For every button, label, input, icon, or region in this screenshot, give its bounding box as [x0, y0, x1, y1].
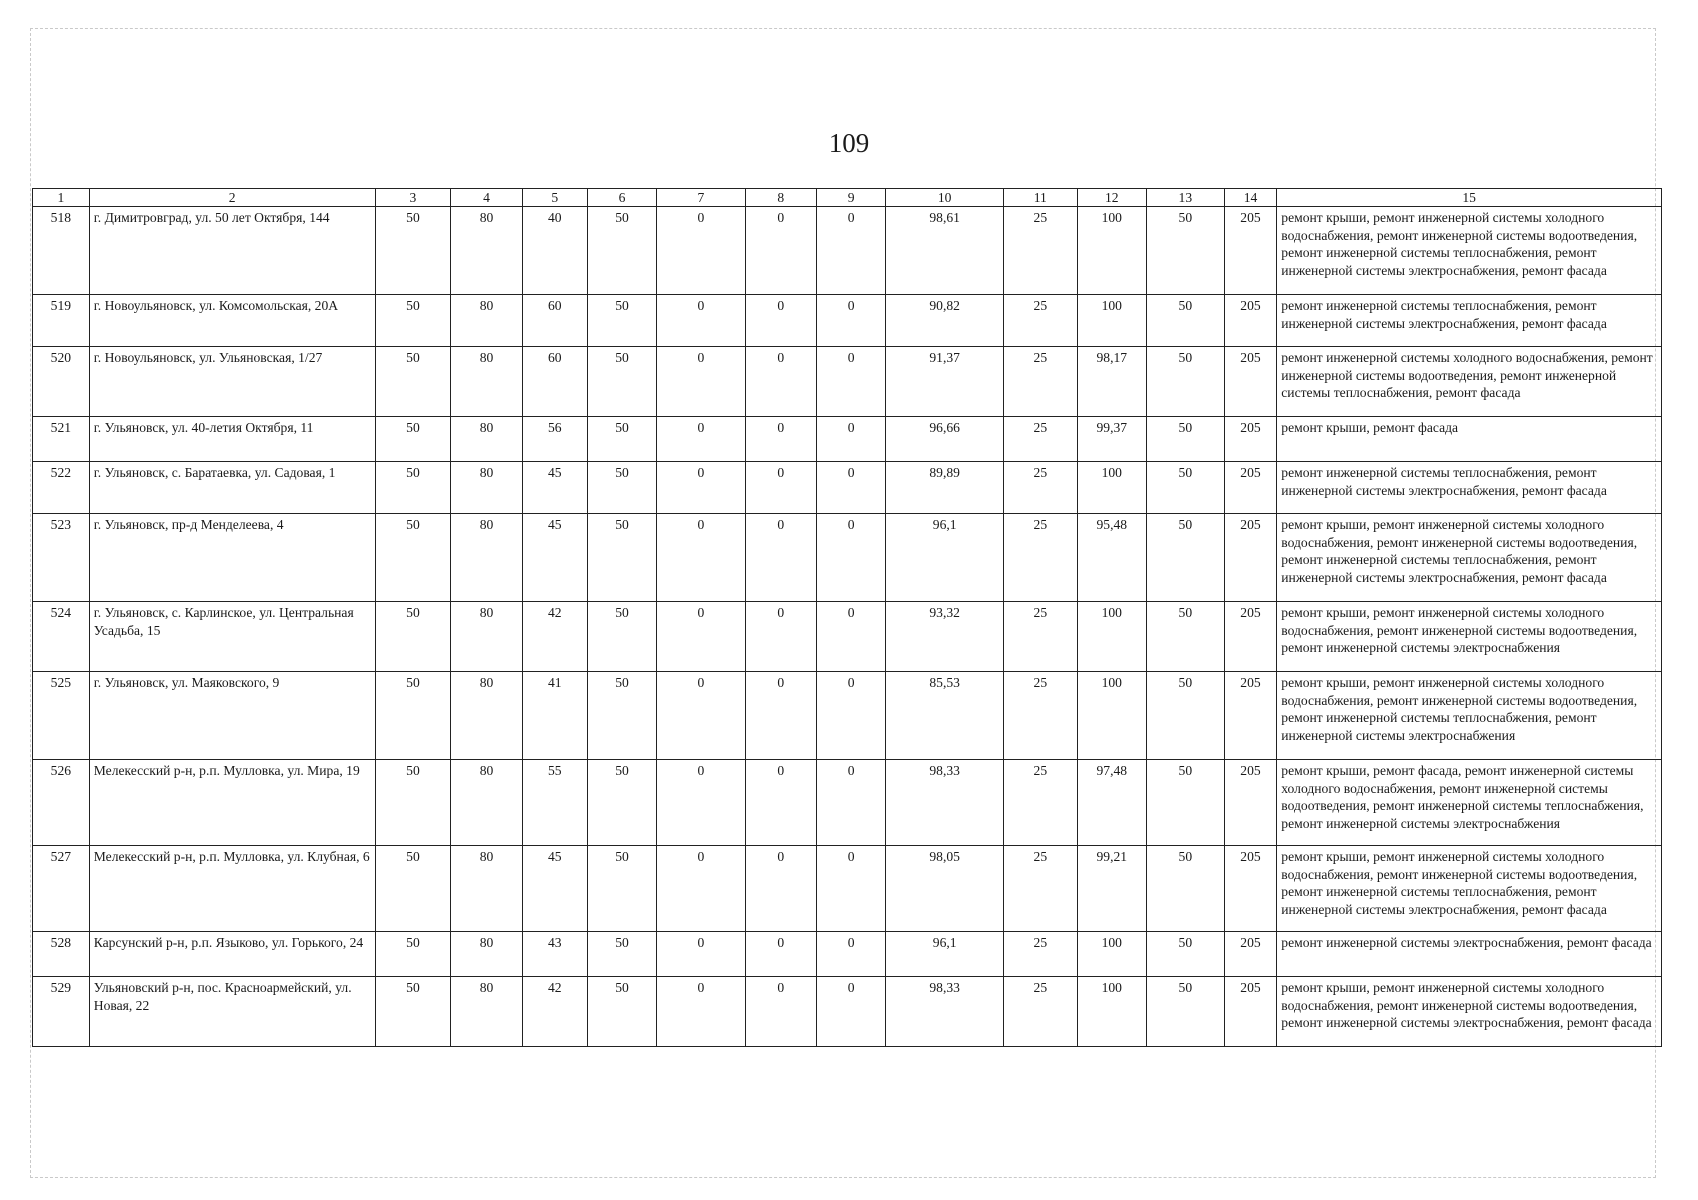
- value-cell-c5: 60: [522, 295, 587, 347]
- value-cell-c12: 99,37: [1077, 417, 1146, 462]
- works-cell: ремонт крыши, ремонт инженерной системы холодного водоснабжения, ремонт инженерной системы водоотведения, ремонт инженерной системы теплоснабжения, ремонт инженерной системы электроснабжения: [1277, 672, 1662, 760]
- works-cell: ремонт инженерной системы теплоснабжения, ремонт инженерной системы электроснабжения, ремонт фасада: [1277, 295, 1662, 347]
- value-cell-c6: 50: [587, 932, 656, 977]
- value-cell-c3: 50: [375, 207, 451, 295]
- value-cell-c7: 0: [657, 760, 745, 846]
- value-cell-c12: 95,48: [1077, 514, 1146, 602]
- value-cell-c13: 50: [1146, 602, 1224, 672]
- value-cell-c9: 0: [816, 932, 885, 977]
- address-cell: г. Ульяновск, ул. 40-летия Октября, 11: [89, 417, 375, 462]
- value-cell-c12: 98,17: [1077, 347, 1146, 417]
- value-cell-c12: 100: [1077, 672, 1146, 760]
- address-cell: Мелекесский р-н, р.п. Мулловка, ул. Клубная, 6: [89, 846, 375, 932]
- value-cell-c9: 0: [816, 846, 885, 932]
- value-cell-c4: 80: [451, 514, 522, 602]
- table-row: [33, 207, 1662, 295]
- value-cell-c5: 55: [522, 760, 587, 846]
- table-row: [33, 977, 1662, 1047]
- value-cell-c6: 50: [587, 977, 656, 1047]
- address-cell: г. Новоульяновск, ул. Комсомольская, 20А: [89, 295, 375, 347]
- value-cell-c14: 205: [1224, 514, 1277, 602]
- works-cell: ремонт крыши, ремонт инженерной системы холодного водоснабжения, ремонт инженерной системы водоотведения, ремонт инженерной системы теплоснабжения, ремонт инженерной системы электроснабжения, ремонт фасада: [1277, 207, 1662, 295]
- column-header-15: 15: [1277, 189, 1662, 207]
- value-cell-c8: 0: [745, 347, 816, 417]
- column-header-3: 3: [375, 189, 451, 207]
- value-cell-c8: 0: [745, 846, 816, 932]
- value-cell-c14: 205: [1224, 462, 1277, 514]
- value-cell-c12: 100: [1077, 977, 1146, 1047]
- value-cell-c13: 50: [1146, 347, 1224, 417]
- works-cell: ремонт крыши, ремонт инженерной системы холодного водоснабжения, ремонт инженерной системы водоотведения, ремонт инженерной системы электроснабжения, ремонт фасада: [1277, 977, 1662, 1047]
- value-cell-c3: 50: [375, 514, 451, 602]
- value-cell-c10: 98,61: [886, 207, 1004, 295]
- value-cell-c14: 205: [1224, 207, 1277, 295]
- works-cell: ремонт инженерной системы теплоснабжения, ремонт инженерной системы электроснабжения, ремонт фасада: [1277, 462, 1662, 514]
- value-cell-c7: 0: [657, 462, 745, 514]
- value-cell-c13: 50: [1146, 462, 1224, 514]
- value-cell-c5: 45: [522, 846, 587, 932]
- address-cell: г. Димитровград, ул. 50 лет Октября, 144: [89, 207, 375, 295]
- address-cell: г. Ульяновск, с. Баратаевка, ул. Садовая, 1: [89, 462, 375, 514]
- table-row: [33, 602, 1662, 672]
- row-number-cell: 529: [33, 977, 90, 1047]
- value-cell-c6: 50: [587, 760, 656, 846]
- works-cell: ремонт крыши, ремонт инженерной системы холодного водоснабжения, ремонт инженерной системы водоотведения, ремонт инженерной системы электроснабжения: [1277, 602, 1662, 672]
- value-cell-c5: 45: [522, 514, 587, 602]
- value-cell-c11: 25: [1004, 462, 1078, 514]
- value-cell-c10: 98,05: [886, 846, 1004, 932]
- column-header-11: 11: [1004, 189, 1078, 207]
- column-header-10: 10: [886, 189, 1004, 207]
- row-number-cell: 520: [33, 347, 90, 417]
- column-header-12: 12: [1077, 189, 1146, 207]
- value-cell-c4: 80: [451, 295, 522, 347]
- value-cell-c3: 50: [375, 602, 451, 672]
- value-cell-c8: 0: [745, 977, 816, 1047]
- address-cell: Карсунский р-н, р.п. Языково, ул. Горького, 24: [89, 932, 375, 977]
- value-cell-c8: 0: [745, 760, 816, 846]
- value-cell-c12: 100: [1077, 207, 1146, 295]
- table-row: [33, 760, 1662, 846]
- value-cell-c8: 0: [745, 932, 816, 977]
- value-cell-c3: 50: [375, 295, 451, 347]
- value-cell-c13: 50: [1146, 760, 1224, 846]
- value-cell-c7: 0: [657, 846, 745, 932]
- value-cell-c12: 100: [1077, 295, 1146, 347]
- value-cell-c10: 96,66: [886, 417, 1004, 462]
- table-row: [33, 846, 1662, 932]
- column-header-1: 1: [33, 189, 90, 207]
- value-cell-c9: 0: [816, 602, 885, 672]
- value-cell-c9: 0: [816, 462, 885, 514]
- value-cell-c14: 205: [1224, 417, 1277, 462]
- table-row: [33, 462, 1662, 514]
- address-cell: г. Ульяновск, пр-д Менделеева, 4: [89, 514, 375, 602]
- value-cell-c14: 205: [1224, 347, 1277, 417]
- value-cell-c10: 89,89: [886, 462, 1004, 514]
- value-cell-c3: 50: [375, 932, 451, 977]
- header-row: [33, 189, 1662, 207]
- row-number-cell: 525: [33, 672, 90, 760]
- value-cell-c13: 50: [1146, 514, 1224, 602]
- value-cell-c13: 50: [1146, 846, 1224, 932]
- row-number-cell: 522: [33, 462, 90, 514]
- row-number-cell: 527: [33, 846, 90, 932]
- value-cell-c3: 50: [375, 462, 451, 514]
- value-cell-c3: 50: [375, 347, 451, 417]
- value-cell-c11: 25: [1004, 295, 1078, 347]
- value-cell-c4: 80: [451, 760, 522, 846]
- value-cell-c13: 50: [1146, 977, 1224, 1047]
- table-row: [33, 295, 1662, 347]
- value-cell-c10: 85,53: [886, 672, 1004, 760]
- value-cell-c4: 80: [451, 207, 522, 295]
- value-cell-c8: 0: [745, 672, 816, 760]
- value-cell-c7: 0: [657, 417, 745, 462]
- value-cell-c8: 0: [745, 514, 816, 602]
- value-cell-c3: 50: [375, 417, 451, 462]
- value-cell-c12: 100: [1077, 602, 1146, 672]
- works-cell: ремонт инженерной системы холодного водоснабжения, ремонт инженерной системы водоотведения, ремонт инженерной системы теплоснабжения, ремонт фасада: [1277, 347, 1662, 417]
- value-cell-c7: 0: [657, 347, 745, 417]
- value-cell-c10: 90,82: [886, 295, 1004, 347]
- value-cell-c5: 42: [522, 602, 587, 672]
- value-cell-c10: 96,1: [886, 514, 1004, 602]
- works-cell: ремонт крыши, ремонт инженерной системы холодного водоснабжения, ремонт инженерной системы водоотведения, ремонт инженерной системы теплоснабжения, ремонт инженерной системы электроснабжения, ремонт фасада: [1277, 846, 1662, 932]
- value-cell-c4: 80: [451, 602, 522, 672]
- value-cell-c14: 205: [1224, 846, 1277, 932]
- value-cell-c14: 205: [1224, 977, 1277, 1047]
- value-cell-c9: 0: [816, 417, 885, 462]
- value-cell-c8: 0: [745, 602, 816, 672]
- register-table: [32, 188, 1662, 1047]
- value-cell-c11: 25: [1004, 977, 1078, 1047]
- value-cell-c8: 0: [745, 462, 816, 514]
- value-cell-c7: 0: [657, 977, 745, 1047]
- value-cell-c13: 50: [1146, 295, 1224, 347]
- value-cell-c10: 96,1: [886, 932, 1004, 977]
- value-cell-c12: 99,21: [1077, 846, 1146, 932]
- table-row: [33, 932, 1662, 977]
- value-cell-c5: 43: [522, 932, 587, 977]
- column-header-6: 6: [587, 189, 656, 207]
- value-cell-c6: 50: [587, 672, 656, 760]
- column-header-2: 2: [89, 189, 375, 207]
- value-cell-c11: 25: [1004, 207, 1078, 295]
- value-cell-c13: 50: [1146, 207, 1224, 295]
- value-cell-c11: 25: [1004, 602, 1078, 672]
- value-cell-c8: 0: [745, 417, 816, 462]
- value-cell-c9: 0: [816, 295, 885, 347]
- column-header-8: 8: [745, 189, 816, 207]
- value-cell-c3: 50: [375, 846, 451, 932]
- address-cell: г. Новоульяновск, ул. Ульяновская, 1/27: [89, 347, 375, 417]
- value-cell-c7: 0: [657, 207, 745, 295]
- value-cell-c10: 93,32: [886, 602, 1004, 672]
- value-cell-c12: 97,48: [1077, 760, 1146, 846]
- value-cell-c4: 80: [451, 932, 522, 977]
- value-cell-c3: 50: [375, 672, 451, 760]
- row-number-cell: 523: [33, 514, 90, 602]
- value-cell-c14: 205: [1224, 672, 1277, 760]
- row-number-cell: 524: [33, 602, 90, 672]
- value-cell-c9: 0: [816, 672, 885, 760]
- value-cell-c6: 50: [587, 417, 656, 462]
- table-row: [33, 514, 1662, 602]
- works-cell: ремонт крыши, ремонт фасада: [1277, 417, 1662, 462]
- value-cell-c14: 205: [1224, 932, 1277, 977]
- table-row: [33, 672, 1662, 760]
- value-cell-c10: 91,37: [886, 347, 1004, 417]
- value-cell-c9: 0: [816, 514, 885, 602]
- value-cell-c5: 40: [522, 207, 587, 295]
- value-cell-c7: 0: [657, 932, 745, 977]
- row-number-cell: 528: [33, 932, 90, 977]
- value-cell-c6: 50: [587, 462, 656, 514]
- table-row: [33, 347, 1662, 417]
- value-cell-c11: 25: [1004, 760, 1078, 846]
- value-cell-c6: 50: [587, 295, 656, 347]
- value-cell-c13: 50: [1146, 932, 1224, 977]
- address-cell: г. Ульяновск, с. Карлинское, ул. Центральная Усадьба, 15: [89, 602, 375, 672]
- value-cell-c5: 45: [522, 462, 587, 514]
- value-cell-c12: 100: [1077, 462, 1146, 514]
- value-cell-c14: 205: [1224, 760, 1277, 846]
- column-header-9: 9: [816, 189, 885, 207]
- value-cell-c7: 0: [657, 514, 745, 602]
- value-cell-c5: 41: [522, 672, 587, 760]
- value-cell-c4: 80: [451, 846, 522, 932]
- value-cell-c11: 25: [1004, 846, 1078, 932]
- value-cell-c4: 80: [451, 462, 522, 514]
- value-cell-c9: 0: [816, 977, 885, 1047]
- value-cell-c9: 0: [816, 760, 885, 846]
- value-cell-c11: 25: [1004, 347, 1078, 417]
- value-cell-c14: 205: [1224, 295, 1277, 347]
- value-cell-c6: 50: [587, 846, 656, 932]
- value-cell-c11: 25: [1004, 932, 1078, 977]
- value-cell-c5: 42: [522, 977, 587, 1047]
- value-cell-c11: 25: [1004, 417, 1078, 462]
- column-header-13: 13: [1146, 189, 1224, 207]
- value-cell-c9: 0: [816, 347, 885, 417]
- value-cell-c6: 50: [587, 514, 656, 602]
- column-header-4: 4: [451, 189, 522, 207]
- value-cell-c6: 50: [587, 207, 656, 295]
- works-cell: ремонт инженерной системы электроснабжения, ремонт фасада: [1277, 932, 1662, 977]
- value-cell-c3: 50: [375, 760, 451, 846]
- value-cell-c4: 80: [451, 672, 522, 760]
- value-cell-c8: 0: [745, 295, 816, 347]
- row-number-cell: 518: [33, 207, 90, 295]
- works-cell: ремонт крыши, ремонт фасада, ремонт инженерной системы холодного водоснабжения, ремонт инженерной системы водоотведения, ремонт инженерной системы теплоснабжения, ремонт инженерной системы электроснабжения: [1277, 760, 1662, 846]
- value-cell-c8: 0: [745, 207, 816, 295]
- address-cell: Ульяновский р-н, пос. Красноармейский, ул. Новая, 22: [89, 977, 375, 1047]
- value-cell-c9: 0: [816, 207, 885, 295]
- page-number: 109: [828, 128, 870, 158]
- value-cell-c7: 0: [657, 602, 745, 672]
- value-cell-c5: 60: [522, 347, 587, 417]
- row-number-cell: 521: [33, 417, 90, 462]
- value-cell-c14: 205: [1224, 602, 1277, 672]
- value-cell-c13: 50: [1146, 417, 1224, 462]
- value-cell-c7: 0: [657, 672, 745, 760]
- row-number-cell: 519: [33, 295, 90, 347]
- value-cell-c4: 80: [451, 977, 522, 1047]
- table-row: [33, 417, 1662, 462]
- value-cell-c11: 25: [1004, 514, 1078, 602]
- value-cell-c6: 50: [587, 602, 656, 672]
- works-cell: ремонт крыши, ремонт инженерной системы холодного водоснабжения, ремонт инженерной системы водоотведения, ремонт инженерной системы теплоснабжения, ремонт инженерной системы электроснабжения, ремонт фасада: [1277, 514, 1662, 602]
- value-cell-c6: 50: [587, 347, 656, 417]
- address-cell: Мелекесский р-н, р.п. Мулловка, ул. Мира, 19: [89, 760, 375, 846]
- value-cell-c5: 56: [522, 417, 587, 462]
- value-cell-c3: 50: [375, 977, 451, 1047]
- address-cell: г. Ульяновск, ул. Маяковского, 9: [89, 672, 375, 760]
- value-cell-c4: 80: [451, 417, 522, 462]
- row-number-cell: 526: [33, 760, 90, 846]
- value-cell-c4: 80: [451, 347, 522, 417]
- value-cell-c13: 50: [1146, 672, 1224, 760]
- value-cell-c10: 98,33: [886, 977, 1004, 1047]
- value-cell-c11: 25: [1004, 672, 1078, 760]
- column-header-7: 7: [657, 189, 745, 207]
- table-body: [33, 207, 1662, 1047]
- value-cell-c7: 0: [657, 295, 745, 347]
- column-header-5: 5: [522, 189, 587, 207]
- column-header-14: 14: [1224, 189, 1277, 207]
- value-cell-c10: 98,33: [886, 760, 1004, 846]
- value-cell-c12: 100: [1077, 932, 1146, 977]
